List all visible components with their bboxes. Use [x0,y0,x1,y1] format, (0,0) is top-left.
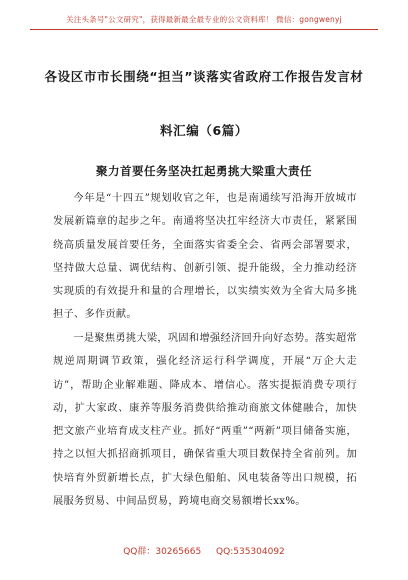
header-banner: 关注头条号"公文研究"，获得最新最全最专业的公文资料库！ 微信：gongwenyj [66,15,342,24]
body-paragraph-1 [53,187,357,327]
document-subtitle: 料汇编（6篇） [160,123,248,138]
footer-qq-contact: QQ:535304092 [216,547,285,557]
footer-contact [30,544,378,557]
section-heading: 聚力首要任务坚决扛起勇挑大梁重大责任 [96,164,312,178]
header-divider [30,29,378,30]
body-paragraph-2 [53,327,357,513]
paragraph-text: 一是聚焦勇挑大梁，巩固和增强经济回升向好态势。落实超常规逆周期调节政策，强化经济运行科学调度，开展“万企大走访”，帮助企业解难题、降成本、增信心。落实提振消费专项行动，扩大家政、康养等服务消费供给推动商旅文体健融合，加快把文旅产业培育成支柱产业。抓好“两重”“两新”项目储备实施，持之以恒大抓招商抓项目，确保省重大项目数保持全省前列。加快培育外贸新增长点，扩大绿色船舶、风电装备等出口规模，拓展服务贸易、中间品贸易，跨境电商交易额增长xx%。 [53,333,357,508]
document-title: 各设区市市长围绕“担当”谈落实省政府工作报告发言材 [44,69,364,84]
paragraph-text: 今年是“十四五”规划收官之年，也是南通续写沿海开放城市发展新篇章的起步之年。南通将坚决扛牢经济大市责任，紧紧围绕高质量发展首要任务，全面落实省委全会、省两会部署要求，坚持做大总量、调优结构、创新引领、提升能级，全力推动经济实现质的有效提升和量的合理增长，以实绩实效为全省大局多挑担子、多作贡献。 [53,193,357,321]
footer-qq-group: QQ群：30265665 [123,547,202,557]
